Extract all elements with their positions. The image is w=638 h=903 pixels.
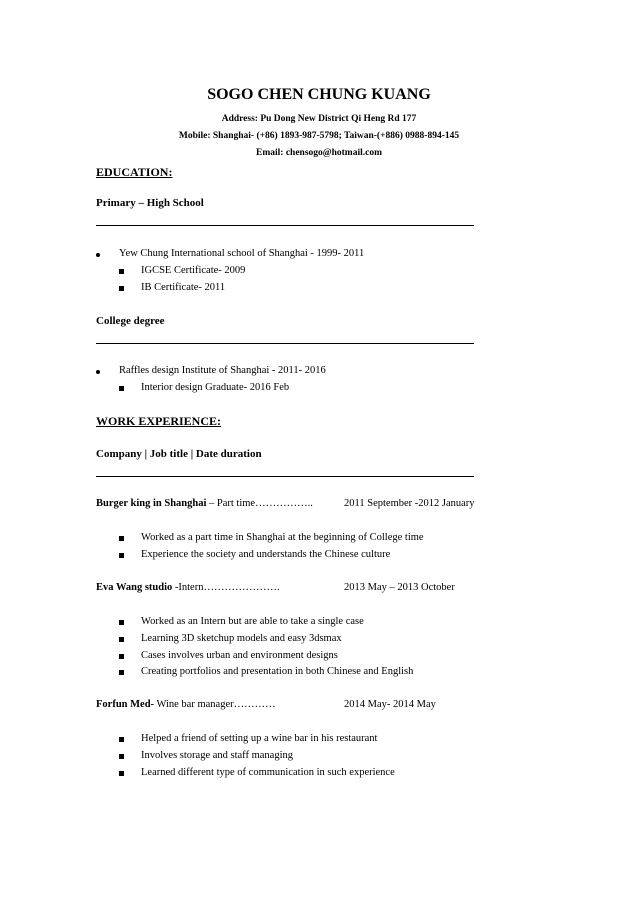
list-item-text: IB Certificate- 2011 — [141, 282, 226, 293]
job-line — [96, 498, 313, 509]
square-bullet-icon — [119, 771, 124, 776]
mobile-line: Mobile: Shanghai- (+86) 1893-987-5798; Taiwan-(+886) 0988-894-145 — [178, 131, 460, 141]
list-item-text: Involves storage and staff managing — [141, 750, 294, 761]
list-item-text: Interior design Graduate- 2016 Feb — [141, 382, 290, 393]
company-name: Forfun Med- — [96, 699, 155, 710]
square-bullet-icon — [119, 536, 124, 541]
job-line — [96, 699, 276, 710]
divider — [96, 225, 474, 226]
divider — [96, 343, 474, 344]
list-item-text: Worked as a part time in Shanghai at the beginning of College time — [141, 532, 424, 543]
bullet-icon — [96, 253, 100, 257]
job-dates: 2013 May – 2013 October — [344, 582, 455, 593]
square-bullet-icon — [119, 637, 124, 642]
square-bullet-icon — [119, 620, 124, 625]
address-line: Address: Pu Dong New District Qi Heng Rd 177 — [221, 114, 417, 124]
square-bullet-icon — [119, 286, 124, 291]
job-title: – Part time…………….. — [206, 498, 313, 509]
square-bullet-icon — [119, 754, 124, 759]
square-bullet-icon — [119, 553, 124, 558]
education-heading: EDUCATION: — [96, 165, 173, 179]
bullet-icon — [96, 370, 100, 374]
job-dates: 2014 May- 2014 May — [344, 699, 436, 710]
work-heading: WORK EXPERIENCE: — [96, 414, 222, 428]
square-bullet-icon — [119, 269, 124, 274]
divider — [96, 476, 474, 477]
job-title: -Intern…………………. — [172, 582, 280, 593]
list-item-text: IGCSE Certificate- 2009 — [141, 265, 246, 276]
work-subheading: Company | Job title | Date duration — [96, 448, 262, 460]
college-label: College degree — [96, 315, 165, 327]
list-item-text: Learning 3D sketchup models and easy 3dsmax — [141, 633, 342, 644]
school-name: Raffles design Institute of Shanghai - 2011- 2016 — [119, 365, 326, 376]
job-dates: 2011 September -2012 January — [344, 498, 475, 509]
list-item-text: Experience the society and understands the Chinese culture — [141, 549, 391, 560]
square-bullet-icon — [119, 386, 124, 391]
list-item-text: Learned different type of communication in such experience — [141, 767, 395, 778]
email-line: Email: chensogo@hotmail.com — [256, 148, 382, 158]
square-bullet-icon — [119, 670, 124, 675]
primary-label: Primary – High School — [96, 197, 204, 209]
square-bullet-icon — [119, 737, 124, 742]
square-bullet-icon — [119, 654, 124, 659]
job-line — [96, 582, 280, 593]
company-name: Eva Wang studio — [96, 582, 173, 593]
job-title: Wine bar manager………… — [154, 699, 276, 710]
company-name: Burger king in Shanghai — [96, 498, 207, 509]
list-item-text: Cases involves urban and environment designs — [141, 650, 338, 661]
list-item-text: Worked as an Intern but are able to take a single case — [141, 616, 364, 627]
school-name: Yew Chung International school of Shanghai - 1999- 2011 — [119, 248, 365, 259]
resume-name: SOGO CHEN CHUNG KUANG — [207, 86, 431, 103]
list-item-text: Creating portfolios and presentation in both Chinese and English — [141, 666, 414, 677]
list-item-text: Helped a friend of setting up a wine bar in his restaurant — [141, 733, 378, 744]
